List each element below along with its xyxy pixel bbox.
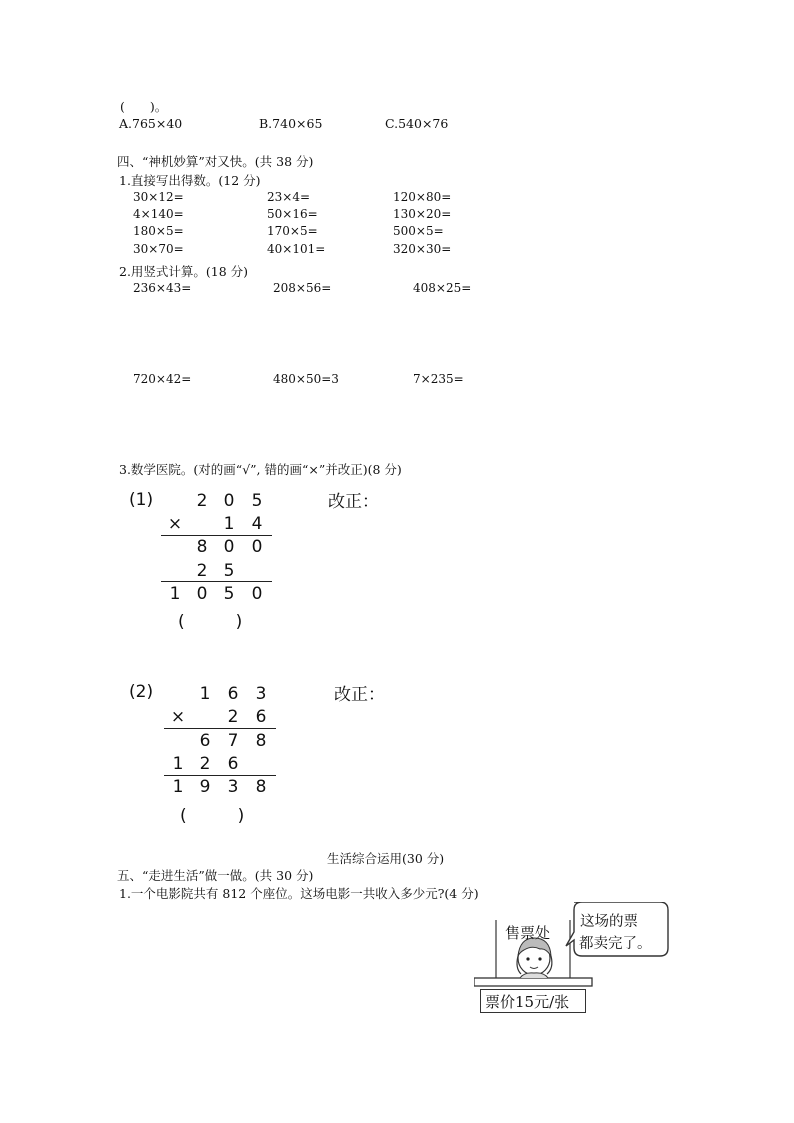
part1-title: 1.直接写出得数。(12 分)	[119, 173, 261, 188]
vertical-calc-item: 480×50=3	[273, 372, 339, 386]
option-a: A.765×40	[119, 116, 183, 131]
digit: 0	[223, 537, 235, 557]
digit: 5	[223, 561, 235, 581]
digit: 9	[199, 777, 211, 797]
calc-item: 170×5=	[267, 224, 318, 238]
speech-bubble-line-2: 都卖完了。	[579, 936, 652, 952]
digit: 1	[172, 777, 184, 797]
option-b: B.740×65	[259, 116, 323, 131]
part2-title: 2.用竖式计算。(18 分)	[119, 264, 249, 279]
digit: 0	[196, 584, 208, 604]
digit: 6	[227, 754, 239, 774]
calc-item: 50×16=	[267, 207, 318, 221]
rule-line	[161, 581, 272, 582]
rule-line	[164, 775, 276, 776]
problem-label: (2)	[129, 682, 154, 702]
digit: 2	[227, 707, 239, 727]
problem-label: (1)	[129, 490, 154, 510]
rule-line	[164, 728, 276, 729]
vertical-calc-item: 7×235=	[413, 372, 464, 386]
digit: 1	[223, 514, 235, 534]
digit: 4	[251, 514, 263, 534]
calc-item: 30×12=	[133, 190, 184, 204]
digit: 6	[255, 707, 267, 727]
times-sign: ×	[170, 707, 186, 727]
correction-label: 改正：	[328, 492, 379, 512]
calc-item: 120×80=	[393, 190, 452, 204]
price-sign	[480, 989, 586, 1013]
price-sign-text: 票价15元/张	[485, 993, 570, 1011]
booth-sign: 售票处	[505, 924, 551, 942]
calc-item: 500×5=	[393, 224, 444, 238]
life-section-heading: 生活综合运用(30 分)	[327, 851, 445, 866]
digit: 6	[227, 684, 239, 704]
digit: 7	[227, 731, 239, 751]
digit: 1	[169, 584, 181, 604]
option-c: C.540×76	[385, 116, 449, 131]
digit: 3	[227, 777, 239, 797]
section4-title: 四、“神机妙算”对又快。(共 38 分)	[117, 154, 314, 169]
times-sign: ×	[167, 514, 183, 534]
digit: 8	[255, 777, 267, 797]
judgement-paren[interactable]: ( )	[178, 612, 243, 632]
vertical-calc-item: 208×56=	[273, 281, 332, 295]
digit: 1	[199, 684, 211, 704]
vertical-calc-item: 408×25=	[413, 281, 472, 295]
calc-item: 4×140=	[133, 207, 184, 221]
digit: 5	[223, 584, 235, 604]
rule-line	[161, 535, 272, 536]
question-5-1: 1.一个电影院共有 812 个座位。这场电影一共收入多少元?(4 分)	[119, 886, 479, 901]
calc-item: 320×30=	[393, 242, 452, 256]
digit: 1	[172, 754, 184, 774]
calc-item: 130×20=	[393, 207, 452, 221]
calc-item: 40×101=	[267, 242, 326, 256]
digit: 8	[255, 731, 267, 751]
digit: 2	[196, 561, 208, 581]
calc-item: 180×5=	[133, 224, 184, 238]
digit: 3	[255, 684, 267, 704]
judgement-paren[interactable]: ( )	[180, 806, 245, 826]
section5-title: 五、“走进生活”做一做。(共 30 分)	[117, 868, 314, 883]
calc-item: 23×4=	[267, 190, 311, 204]
digit: 0	[251, 584, 263, 604]
digit: 2	[196, 491, 208, 511]
vertical-calc-item: 236×43=	[133, 281, 192, 295]
part3-title: 3.数学医院。(对的画“√”, 错的画“×”并改正)(8 分)	[119, 462, 402, 477]
speech-bubble-line-1: 这场的票	[580, 914, 638, 930]
digit: 0	[251, 537, 263, 557]
correction-label: 改正：	[334, 685, 385, 705]
digit: 5	[251, 491, 263, 511]
digit: 8	[196, 537, 208, 557]
calc-item: 30×70=	[133, 242, 184, 256]
digit: 2	[199, 754, 211, 774]
answer-paren: ( )。	[120, 99, 168, 114]
digit: 0	[223, 491, 235, 511]
vertical-calc-item: 720×42=	[133, 372, 192, 386]
digit: 6	[199, 731, 211, 751]
